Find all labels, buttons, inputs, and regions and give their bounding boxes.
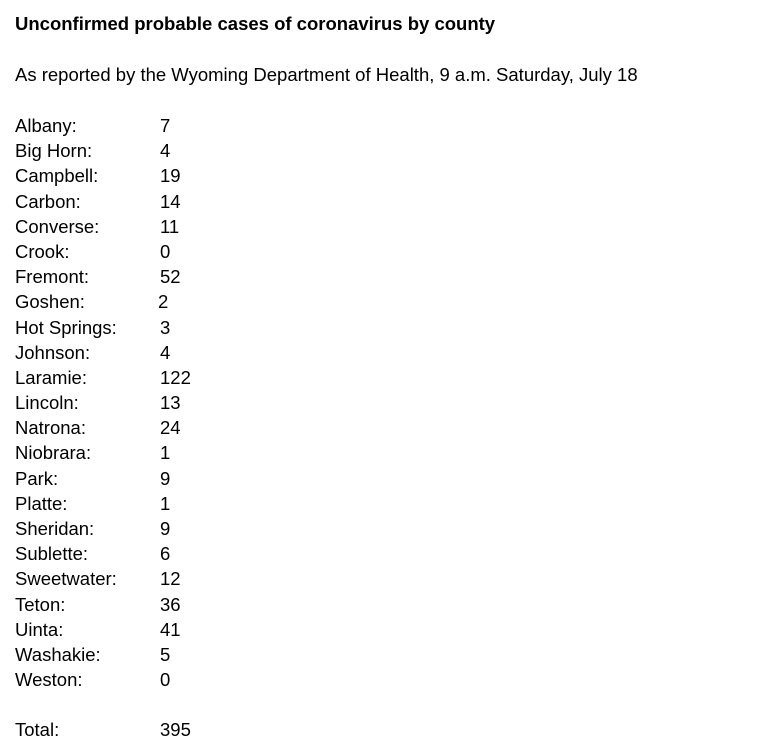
county-name: Uinta: — [15, 618, 64, 640]
county-name: Crook: — [15, 240, 70, 262]
document-subtitle: As reported by the Wyoming Department of Health, 9 a.m. Saturday, July 18 — [15, 64, 638, 85]
total-row — [15, 717, 415, 742]
county-count: 7 — [160, 115, 171, 136]
county-count: 122 — [160, 366, 191, 388]
county-row — [15, 113, 415, 138]
county-name: Sheridan: — [15, 518, 95, 539]
county-row — [15, 163, 415, 188]
county-row — [15, 592, 415, 617]
county-name: Goshen: — [15, 291, 85, 313]
county-count: 2 — [158, 291, 169, 313]
county-count: 52 — [160, 266, 181, 288]
county-count: 9 — [160, 518, 171, 539]
county-row — [15, 415, 415, 440]
county-count: 36 — [160, 593, 181, 615]
county-name: Lincoln: — [15, 392, 79, 414]
county-row — [15, 189, 415, 214]
county-row — [15, 289, 415, 314]
county-list — [15, 113, 415, 692]
county-name: Big Horn: — [15, 140, 93, 162]
document-title: Unconfirmed probable cases of coronavirus by county — [15, 13, 496, 34]
county-row — [15, 617, 415, 642]
county-name: Park: — [15, 467, 59, 489]
county-count: 24 — [160, 417, 181, 439]
county-name: Campbell: — [15, 165, 99, 187]
county-count: 0 — [160, 240, 171, 262]
county-row — [15, 541, 415, 566]
county-count: 9 — [160, 467, 171, 489]
county-name: Sublette: — [15, 543, 89, 565]
county-row — [15, 239, 415, 264]
county-count: 0 — [160, 669, 171, 691]
county-count: 5 — [160, 643, 171, 665]
county-name: Weston: — [15, 669, 83, 691]
county-count: 1 — [160, 442, 171, 464]
county-row — [15, 390, 415, 415]
county-name: Teton: — [15, 593, 66, 615]
county-count: 14 — [160, 190, 181, 212]
county-count: 13 — [160, 392, 181, 414]
county-count: 6 — [160, 543, 171, 565]
county-row — [15, 264, 415, 289]
county-row — [15, 365, 415, 390]
county-name: Platte: — [15, 492, 68, 514]
county-name: Carbon: — [15, 190, 81, 212]
total-count: 395 — [160, 719, 191, 740]
county-row — [15, 214, 415, 239]
county-name: Converse: — [15, 215, 100, 237]
county-name: Albany: — [15, 115, 77, 136]
county-row — [15, 491, 415, 516]
county-count: 41 — [160, 618, 181, 640]
county-name: Hot Springs: — [15, 316, 117, 338]
county-row — [15, 315, 415, 340]
county-count: 1 — [160, 492, 171, 514]
county-count: 4 — [160, 140, 171, 162]
county-row — [15, 566, 415, 591]
county-row — [15, 516, 415, 541]
county-name: Fremont: — [15, 266, 90, 288]
county-row — [15, 138, 415, 163]
county-name: Natrona: — [15, 417, 86, 439]
county-count: 4 — [160, 341, 171, 363]
county-count: 12 — [160, 568, 181, 590]
county-count: 3 — [160, 316, 171, 338]
county-name: Johnson: — [15, 341, 91, 363]
county-row — [15, 642, 415, 667]
county-row — [15, 340, 415, 365]
county-row — [15, 440, 415, 465]
total-label: Total: — [15, 719, 60, 740]
county-row — [15, 667, 415, 692]
county-name: Sweetwater: — [15, 568, 117, 590]
county-name: Niobrara: — [15, 442, 92, 464]
county-count: 11 — [160, 215, 180, 237]
county-row — [15, 466, 415, 491]
county-count: 19 — [160, 165, 181, 187]
county-name: Washakie: — [15, 643, 101, 665]
county-name: Laramie: — [15, 366, 87, 388]
